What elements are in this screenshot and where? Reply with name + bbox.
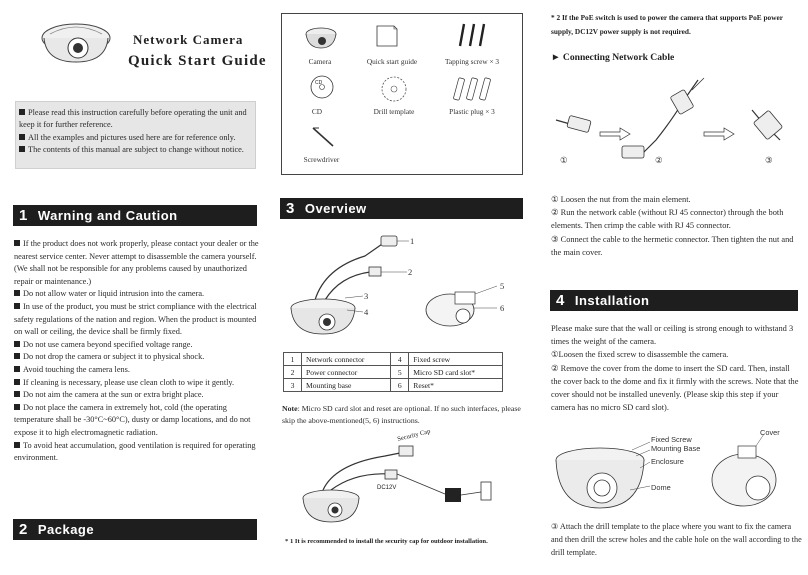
installation-step3: ③ Attach the drill template to the place where you want to fix the camera and then drill the screw holes and the cable hole on the wall according to the drill template. [551, 522, 802, 557]
table-row: 1 Network connector 4 Fixed screw [284, 353, 503, 366]
camera-icon [304, 22, 338, 55]
list-item: Do not place the camera in extremely hot, cold (the operating temperature shall be -30°C~60°C), dusty or damp locations, and do not expose it to high electromagnetic radiation. [14, 402, 251, 437]
triangle-icon: ► [551, 52, 561, 63]
bullet-icon [19, 146, 25, 152]
label-mounting-base: Mounting Base [651, 444, 701, 453]
list-item: ③ Connect the cable to the hermetic connector. Then tighten the nut and the main cover. [551, 234, 794, 257]
bullet-icon [19, 134, 25, 140]
callout-3: 3 [364, 291, 369, 301]
overview-footnote: * 1 It is recommended to install the security cap for outdoor installation. [285, 538, 488, 545]
poe-footnote: * 2 If the PoE switch is used to power the camera that supports PoE power supply, DC12V power supply is not required. [551, 13, 783, 36]
screwdriver-icon [309, 124, 339, 155]
label-fixed-screw: Fixed Screw [651, 435, 692, 444]
step-marker-2: ② [655, 155, 663, 165]
step-marker-1: ① [560, 155, 568, 165]
notice-item: Please read this instruction carefully before operating the unit and keep it for further reference. [19, 108, 247, 130]
section-title: Installation [574, 293, 650, 308]
list-item: In use of the product, you must be strict compliance with the electrical safety regulations of the nation and region. When the product is mounted on wall or ceiling, the device shall be firmly fixed. [14, 301, 257, 337]
bullet-icon [14, 290, 20, 296]
bullet-icon [14, 303, 20, 309]
package-label-screws: Tapping screw × 3 [444, 57, 500, 66]
callout-5: 5 [500, 281, 505, 291]
list-item: If the product does not work properly, please contact your dealer or the nearest service center. Never attempt to disassemble the camera yourself. (We shall not be responsible for any problems caused by unauthorized repair or maintenance.) [14, 239, 259, 286]
section-installation-header [550, 290, 798, 311]
callout-1: 1 [410, 236, 415, 246]
package-label-screwdriver: Screwdriver [303, 155, 340, 164]
section-number: 1 [19, 207, 28, 224]
table-row: 3 Mounting base 6 Reset* [284, 379, 503, 392]
list-item: Avoid touching the camera lens. [14, 364, 261, 377]
list-item: To avoid heat accumulation, good ventilation is required for operating environment. [14, 440, 256, 463]
bullet-icon [19, 109, 25, 115]
bullet-icon [14, 353, 20, 359]
bullet-icon [14, 442, 20, 448]
camera-illustration [36, 10, 116, 65]
bullet-icon [14, 404, 20, 410]
connecting-steps [551, 193, 801, 259]
package-label-guide: Quick start guide [366, 57, 418, 66]
callout-6: 6 [500, 303, 505, 313]
cd-icon [309, 74, 335, 105]
package-contents-box [281, 13, 523, 175]
step-marker-3: ③ [765, 155, 773, 165]
section-number: 4 [556, 292, 565, 309]
overview-table [283, 352, 503, 392]
section-title: Warning and Caution [37, 208, 178, 223]
bullet-icon [14, 341, 20, 347]
notice-box [15, 101, 256, 169]
label-cover: Cover [760, 428, 780, 437]
security-cap-diagram [295, 432, 510, 532]
guide-icon [374, 24, 400, 53]
list-item: Do not aim the camera at the sun or extra bright place. [14, 389, 261, 402]
package-label-cd: CD [311, 107, 323, 116]
bullet-icon [14, 366, 20, 372]
section-title: Package [37, 522, 95, 537]
section-package-header [13, 519, 257, 540]
notice-item: All the examples and pictures used here are for reference only. [28, 132, 236, 142]
callout-2: 2 [408, 267, 413, 277]
warning-list [14, 238, 261, 465]
dc12v-label: DC12V [377, 485, 397, 491]
section-warning-header [13, 205, 257, 226]
notice-item: The contents of this manual are subject to change without notice. [28, 145, 244, 155]
overview-diagram [285, 228, 525, 348]
bullet-icon [14, 379, 20, 385]
drill-template-icon [379, 74, 409, 109]
list-item: ② Remove the cover from the dome to insert the SD card. Then, install the cover back to the dome and fix it firmly with the screws. Note that the cover should not be installed unevenly. (Please skip this step if your camera has no micro SD card slot). [551, 363, 799, 413]
table-row: 2 Power connector 5 Micro SD card slot* [284, 366, 503, 379]
title-line2: Quick Start Guide [128, 53, 267, 69]
connecting-cable-diagram [552, 70, 800, 170]
label-dome: Dome [651, 483, 671, 492]
overview-note: Note: Micro SD card slot and reset are optional. If no such interfaces, please skip the above-mentioned(5, 6) instructions. [282, 404, 521, 425]
security-cap-label: Security Cap [396, 428, 432, 443]
list-item: If cleaning is necessary, please use clean cloth to wipe it gently. [14, 377, 261, 390]
list-item: Do not use camera beyond specified voltage range. [14, 339, 261, 352]
package-label-camera: Camera [308, 57, 332, 66]
section-number: 2 [19, 521, 28, 538]
list-item: ② Run the network cable (without RJ 45 connector) through the both elements. Then crimp the cable with RJ 45 connector. [551, 208, 784, 231]
installation-text [551, 322, 801, 414]
list-item: ① Loosen the nut from the main element. [551, 195, 691, 204]
connecting-heading: ► Connecting Network Cable [551, 52, 675, 63]
package-label-drill: Drill template [373, 107, 415, 116]
plastic-plug-icon [450, 74, 494, 107]
list-item: Do not allow water or liquid intrusion into the camera. [14, 288, 261, 301]
section-number: 3 [286, 200, 295, 217]
list-item: ①Loosen the fixed screw to disassemble the camera. [551, 350, 729, 360]
label-enclosure: Enclosure [651, 457, 684, 466]
bullet-icon [14, 391, 20, 397]
tapping-screw-icon [452, 20, 492, 55]
package-label-plugs: Plastic plug × 3 [449, 107, 495, 116]
cd-disc-text: CD [315, 80, 323, 86]
bullet-icon [14, 240, 20, 246]
title-line1: Network Camera [133, 32, 244, 47]
installation-intro: Please make sure that the wall or ceiling is strong enough to withstand 3 times the weight of the camera. [551, 324, 794, 347]
section-title: Overview [304, 201, 367, 216]
section-overview-header [280, 198, 523, 219]
list-item: Do not drop the camera or subject it to physical shock. [14, 351, 261, 364]
callout-4: 4 [364, 307, 369, 317]
